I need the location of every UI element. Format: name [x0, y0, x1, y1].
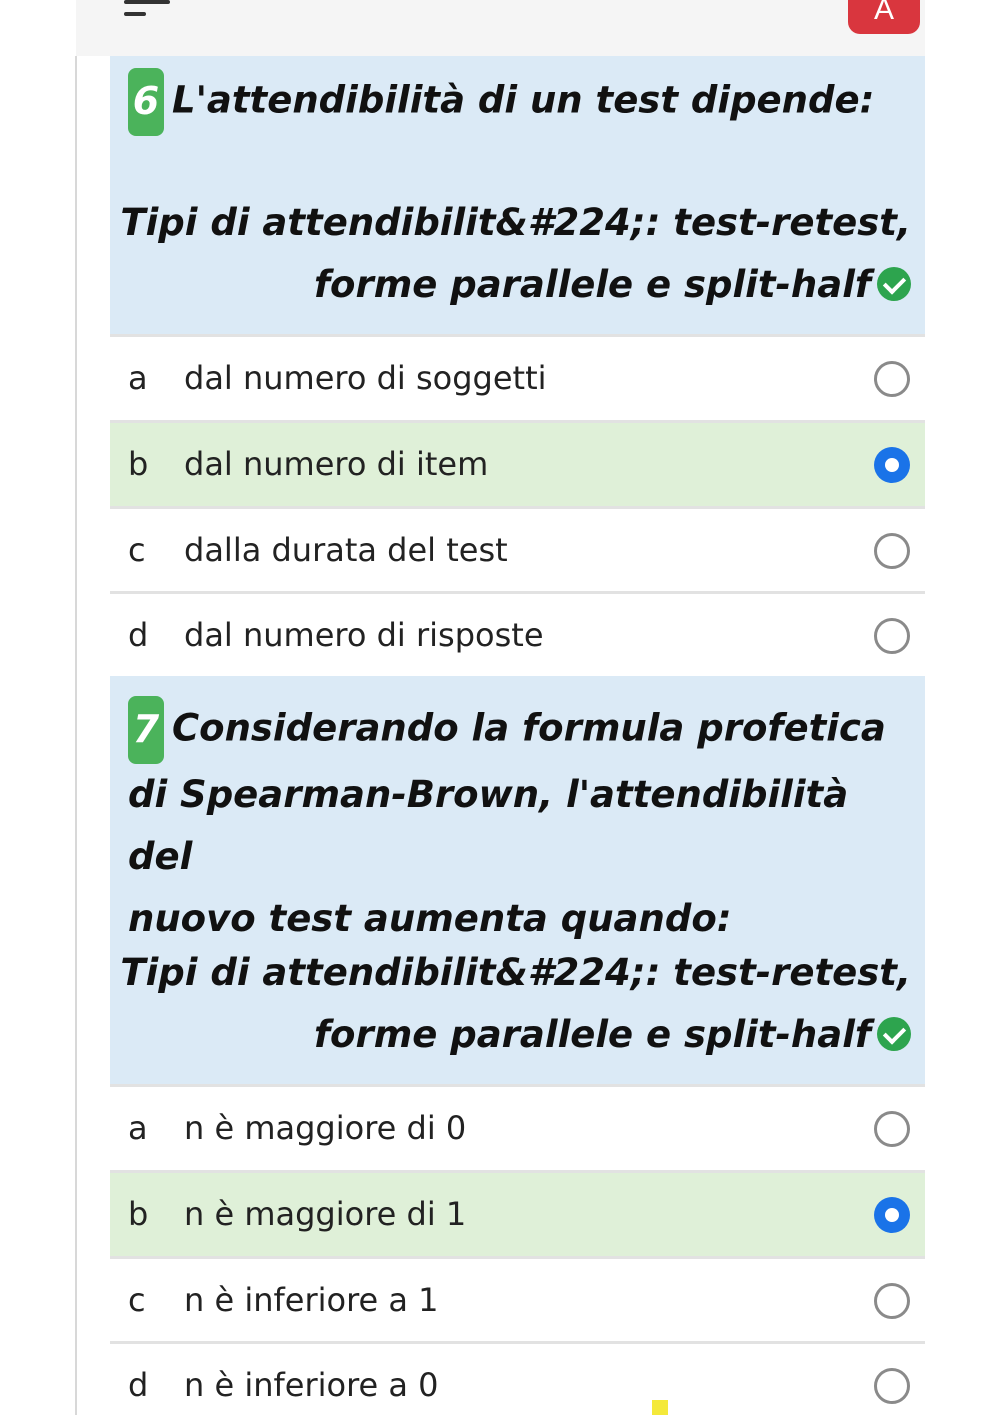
radio-button[interactable]: [874, 1111, 910, 1147]
option-letter: a: [128, 1109, 148, 1147]
question-6-title: [128, 68, 911, 136]
option-6a[interactable]: [110, 334, 925, 420]
question-7-line-2: di Spearman-Brown, l'attendibilità del: [128, 773, 849, 878]
option-text: n è maggiore di 0: [184, 1109, 467, 1147]
option-text: n è maggiore di 1: [184, 1195, 467, 1233]
radio-button[interactable]: [874, 1283, 910, 1319]
option-7c[interactable]: [110, 1256, 925, 1342]
question-6-text: L'attendibilità di un test dipende:: [172, 78, 875, 122]
correct-check-icon: [877, 267, 911, 301]
radio-button[interactable]: [874, 1368, 910, 1404]
radio-button[interactable]: [874, 361, 910, 397]
option-letter: c: [128, 531, 146, 569]
avatar[interactable]: A: [848, 0, 920, 34]
option-6b[interactable]: [110, 420, 925, 506]
option-letter: d: [128, 1366, 149, 1404]
highlight-marker: [652, 1400, 668, 1415]
option-text: dal numero di risposte: [184, 616, 544, 654]
left-divider: [75, 56, 77, 1415]
option-text: n è inferiore a 1: [184, 1281, 439, 1319]
question-6-block: [110, 56, 925, 334]
radio-button[interactable]: [874, 533, 910, 569]
radio-button-selected[interactable]: [874, 1197, 910, 1233]
question-7-title: [128, 696, 911, 950]
option-7d[interactable]: [110, 1341, 925, 1415]
feedback-line-1: Tipi di attendibilit&#224;: test-retest,: [120, 951, 911, 994]
option-6c[interactable]: [110, 506, 925, 592]
question-7-line-1: 7 Considerando la formula profetica: [128, 696, 911, 764]
question-number-badge: 7: [128, 696, 164, 764]
question-7-line-3: nuovo test aumenta quando:: [128, 897, 732, 940]
radio-button[interactable]: [874, 618, 910, 654]
option-letter: b: [128, 445, 149, 483]
option-6d[interactable]: [110, 591, 925, 677]
feedback-line-2: forme parallele e split-half: [120, 1004, 911, 1066]
question-7-feedback: [120, 942, 911, 1066]
feedback-line-1: Tipi di attendibilit&#224;: test-retest,: [120, 201, 911, 244]
option-7b[interactable]: [110, 1170, 925, 1256]
option-text: dalla durata del test: [184, 531, 508, 569]
option-letter: b: [128, 1195, 149, 1233]
question-7-block: [110, 676, 925, 1084]
question-6-feedback: [120, 192, 911, 316]
option-letter: c: [128, 1281, 146, 1319]
feedback-line-2: forme parallele e split-half: [120, 254, 911, 316]
option-text: dal numero di soggetti: [184, 359, 547, 397]
question-number-badge: 6: [128, 68, 164, 136]
option-7a[interactable]: [110, 1084, 925, 1170]
correct-check-icon: [877, 1017, 911, 1051]
option-letter: a: [128, 359, 148, 397]
option-text: dal numero di item: [184, 445, 489, 483]
option-text: n è inferiore a 0: [184, 1366, 439, 1404]
radio-button-selected[interactable]: [874, 447, 910, 483]
option-letter: d: [128, 616, 149, 654]
top-bar: [76, 0, 925, 56]
menu-icon[interactable]: [124, 0, 170, 22]
